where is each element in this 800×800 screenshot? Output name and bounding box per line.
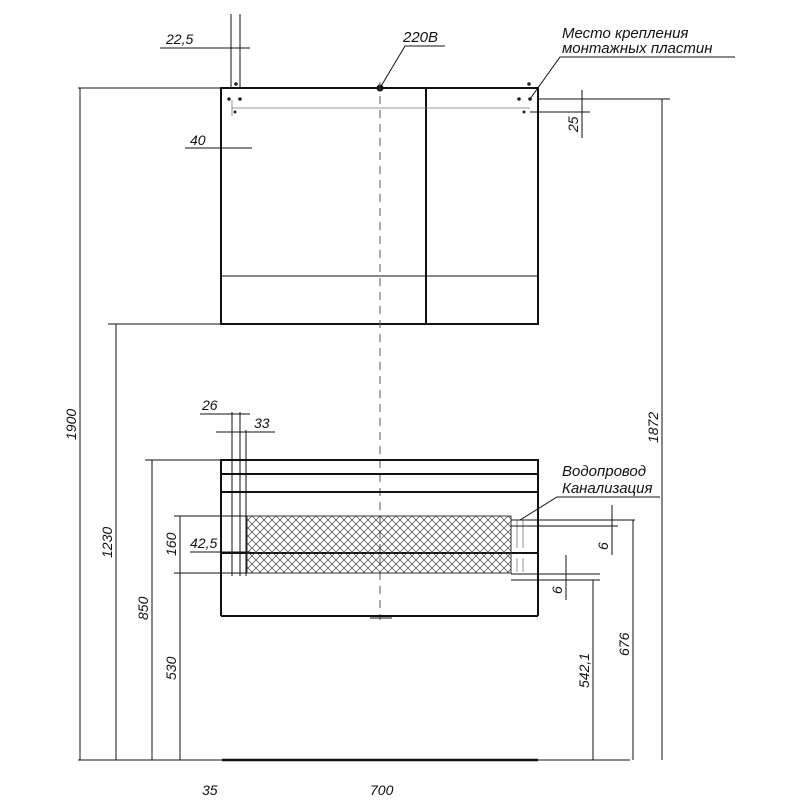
dim-cutout-height: 160 xyxy=(163,532,179,556)
dim-right-height: 1872 xyxy=(645,411,661,443)
dim-pipe-6b: 6 xyxy=(549,586,565,594)
pipe-label-line1: Водопровод xyxy=(562,463,647,480)
dim-offset-26: 26 xyxy=(202,397,218,413)
utility-cutout-area xyxy=(247,516,511,573)
pipe-leader xyxy=(520,497,660,520)
dim-plate-depth: 25 xyxy=(565,116,581,132)
power-label: 220В xyxy=(403,29,439,46)
dim-offset-42: 42,5 xyxy=(190,535,218,551)
dim-plate-offset: 40 xyxy=(190,132,206,148)
dim-bottom-left: 35 xyxy=(202,782,218,798)
pipe-label-line2: Канализация xyxy=(562,480,653,497)
dim-top-offset: 22,5 xyxy=(166,31,194,47)
dimension-lines xyxy=(78,14,670,760)
dim-water-height: 676 xyxy=(616,632,632,656)
dim-drain-height: 542,1 xyxy=(576,652,592,688)
power-leader xyxy=(380,46,445,88)
dim-bottom-center: 700 xyxy=(370,782,394,798)
dim-mirror-bottom: 1230 xyxy=(99,526,115,558)
mount-label-line1: Место крепления xyxy=(562,25,689,42)
mirror-cabinet xyxy=(221,88,538,324)
dim-cutout-bottom: 530 xyxy=(163,656,179,680)
pipe-markers xyxy=(517,520,523,572)
dim-offset-33: 33 xyxy=(254,415,270,431)
mount-label-line2: монтажных пластин xyxy=(562,40,713,57)
dim-pipe-6a: 6 xyxy=(595,542,611,550)
dim-total-height: 1900 xyxy=(63,408,79,440)
dim-sink-top: 850 xyxy=(135,596,151,620)
mount-leader xyxy=(530,57,735,99)
